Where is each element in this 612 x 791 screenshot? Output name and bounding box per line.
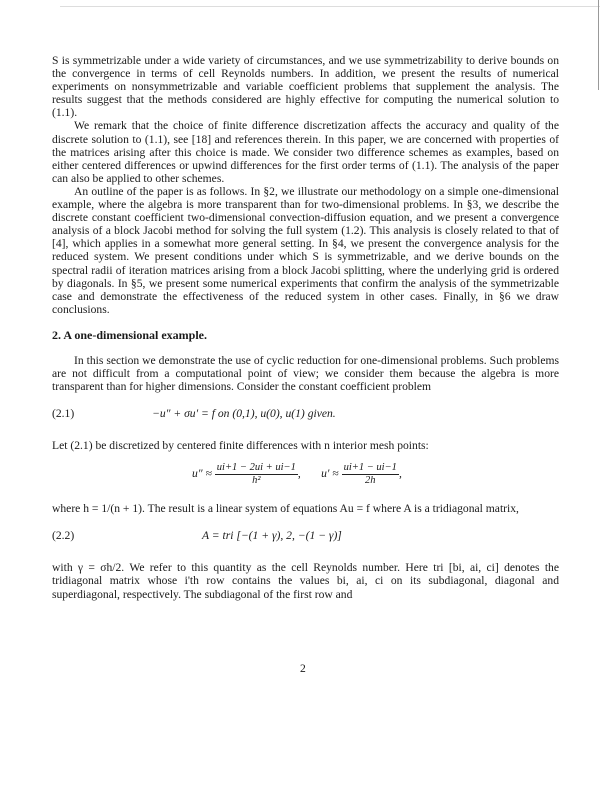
paragraph-3: An outline of the paper is as follows. In §2, we illustrate our methodology on a simple one-dimensional example, where the algebra is more transparent than for two-dimensional problems. In §3, we describe the discrete constant coefficient two-dimensional convection-diffusion equation, and we present a convergence analysis of a block Jacobi method for solving the full system (1.2). This analysis is closely related to that of [4], which applies in a somewhat more general setting. In §4, we present the convergence analysis for the reduced system. We present conditions under which S is symmetrizable, and we derive bounds on the spectral radii of iteration matrices arising from a block Jacobi splitting, where the underlying grid is ordered by diagonals. In §5, we present some numerical experiments that confirm the analysis of the symmetrizable case and demonstrate the effectiveness of the reduced system in other cases. Finally, in §6 we draw conclusions. bbox=[52, 184, 559, 316]
fraction bbox=[215, 462, 298, 487]
scan-edge-top bbox=[60, 6, 600, 7]
equation-number: (2.2) bbox=[52, 529, 75, 543]
paragraph-2: We remark that the choice of finite difference discretization affects the accuracy and quality of the discrete solution to (1.1), see [18] and references therein. In this paper, we are concerned with properties of the matrices arising after this choice is made. We consider two difference schemes as examples, based on either centered differences or upwind differences for the first order terms of (1.1). The analysis of the paper can also be applied to other schemes. bbox=[52, 119, 559, 185]
lhs-second-derivative: u″ ≈ bbox=[192, 467, 212, 481]
section-heading: 2. A one-dimensional example. bbox=[52, 327, 208, 342]
equation-body: A = tri [−(1 + γ), 2, −(1 − γ)] bbox=[202, 529, 342, 543]
fraction bbox=[342, 462, 399, 487]
scan-edge-right bbox=[598, 0, 599, 90]
denominator: 2h bbox=[365, 475, 376, 487]
paragraph-5: Let (2.1) be discretized by centered finite differences with n interior mesh points: bbox=[52, 439, 429, 453]
equation-2-2 bbox=[52, 529, 559, 543]
page-number: 2 bbox=[300, 662, 306, 675]
equation-body: −u″ + σu′ = f on (0,1), u(0), u(1) given. bbox=[152, 407, 336, 421]
paragraph-1: S is symmetrizable under a wide variety of circumstances, and we use symmetrizability to derive bounds on the convergence in terms of cell Reynolds numbers. In addition, we present the results of numerical experiments on nonsymmetrizable and variable coefficient problems that supplement the analysis. The results suggest that the methods considered are highly effective for computing the numerical solution to (1.1). bbox=[52, 54, 559, 120]
paragraph-6: where h = 1/(n + 1). The result is a linear system of equations Au = f where A is a tridiagonal matrix, bbox=[52, 502, 519, 516]
equation-2-1 bbox=[52, 407, 559, 421]
equation-finite-differences: u″ ≈ $\frac{ui+1 - 2ui + ui-1}{\text{h²}}$ , u′ ≈ $\frac{ui+1 - ui-1}{2h}$ , bbox=[192, 462, 402, 487]
equation-number: (2.1) bbox=[52, 407, 75, 421]
lhs-first-derivative: u′ ≈ bbox=[321, 467, 339, 481]
paragraph-4: In this section we demonstrate the use of cyclic reduction for one-dimensional problems. Such problems are not difficult from a computational point of view; we consider them because the algebra is more transparent than for higher dimensions. Consider the constant coefficient problem bbox=[52, 353, 559, 394]
numerator: ui+1 − ui−1 bbox=[343, 462, 397, 474]
paragraph-7: with γ = σh/2. We refer to this quantity as the cell Reynolds number. Here tri [bi, ai, ci] denotes the tridiagonal matrix whose i'th row contains the values bi, ai, ci on its subdiagonal, diagonal and superdiagonal, respectively. The subdiagonal of the first row and bbox=[52, 561, 559, 601]
denominator: h² bbox=[252, 475, 261, 487]
numerator: ui+1 − 2ui + ui−1 bbox=[216, 462, 296, 474]
text-column bbox=[52, 54, 559, 601]
